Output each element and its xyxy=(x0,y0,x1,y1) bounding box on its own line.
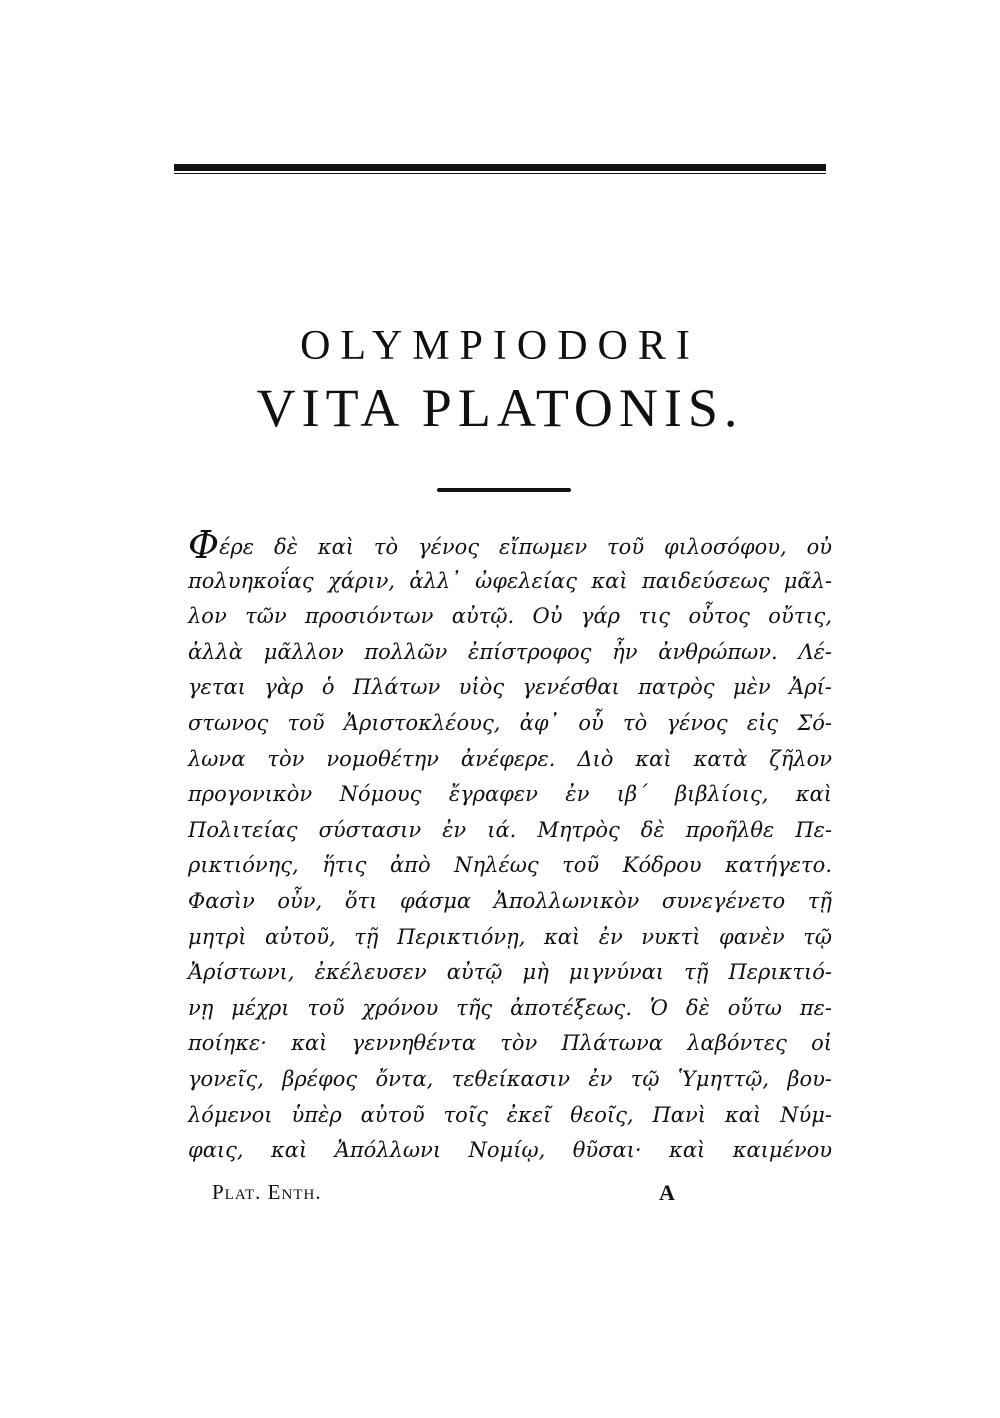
text-line-9: Πολιτείας σύστασιν ἐν ιά. Μητρὸς δὲ προῆλθε Πε- xyxy=(188,817,832,842)
text-line-17: λόμενοι ὑπὲρ αὐτοῦ τοῖς ἐκεῖ θεοῖς, Πανὶ καὶ Νύμ- xyxy=(188,1102,832,1127)
text-line-7: λωνα τὸν νομοθέτην ἀνέφερε. Διὸ καὶ κατὰ ζῆλον xyxy=(188,746,832,771)
body-text xyxy=(188,523,832,1169)
text-line-4: ἀλλὰ μᾶλλον πολλῶν ἐπίστροφος ἦν ἀνθρώπων. Λέ- xyxy=(188,639,832,664)
text-line-5: γεται γὰρ ὁ Πλάτων υἱὸς γενέσθαι πατρὸς μὲν Ἀρί- xyxy=(188,675,832,700)
text-line-6: στωνος τοῦ Ἀριστοκλέους, ἀφ᾽ οὗ τὸ γένος εἰς Σό- xyxy=(188,710,832,735)
page-title-work: VITA PLATONIS. xyxy=(256,378,744,438)
text-line-1-rest: έρε δὲ καὶ τὸ γένος εἴπωμεν τοῦ φιλοσόφου, οὐ xyxy=(219,535,832,559)
signature-mark: A xyxy=(659,1180,675,1205)
text-line-11: Φασὶν οὖν, ὅτι φάσμα Ἀπολλωνικὸν συνεγένετο τῇ xyxy=(188,888,832,913)
text-line-13: Ἀρίστωνι, ἐκέλευσεν αὐτῷ μὴ μιγνύναι τῇ Περικτιό- xyxy=(188,960,832,985)
text-line-1 xyxy=(188,523,832,567)
text-line-16: γονεῖς, βρέφος ὄντα, τεθείκασιν ἐν τῷ Ὑμηττῷ, βου- xyxy=(188,1066,832,1091)
title-ornament xyxy=(437,488,571,492)
text-line-12: μητρὶ αὐτοῦ, τῇ Περικτιόνῃ, καὶ ἐν νυκτὶ φανὲν τῷ xyxy=(188,924,832,949)
text-line-2: πολυηκοΐας χάριν, ἀλλ᾽ ὠφελείας καὶ παιδεύσεως μᾶλ- xyxy=(188,568,832,593)
page-title-author: OLYMPIODORI xyxy=(300,323,700,369)
text-line-15: ποίηκε· καὶ γεννηθέντα τὸν Πλάτωνα λαβόντες οἱ xyxy=(188,1031,832,1056)
header-rule xyxy=(174,164,826,171)
drop-initial: Φ xyxy=(188,523,220,567)
text-line-3: λον τῶν προσιόντων αὐτῷ. Οὐ γάρ τις οὗτος οὔτις, xyxy=(188,604,832,629)
text-line-14: νῃ μέχρι τοῦ χρόνου τῆς ἀποτέξεως. Ὁ δὲ οὕτω πε- xyxy=(188,995,832,1020)
text-line-10: ρικτιόνης, ἥτις ἀπὸ Νηλέως τοῦ Κόδρου κατήγετο. xyxy=(188,853,832,878)
text-line-18: φαις, καὶ Ἀπόλλωνι Νομίῳ, θῦσαι· καὶ καιμένου xyxy=(188,1138,832,1163)
text-line-8: προγονικὸν Νόμους ἔγραφεν ἐν ιβ΄ βιβλίοις, καὶ xyxy=(188,782,832,807)
running-footer: Plat. Enth. xyxy=(212,1180,322,1204)
